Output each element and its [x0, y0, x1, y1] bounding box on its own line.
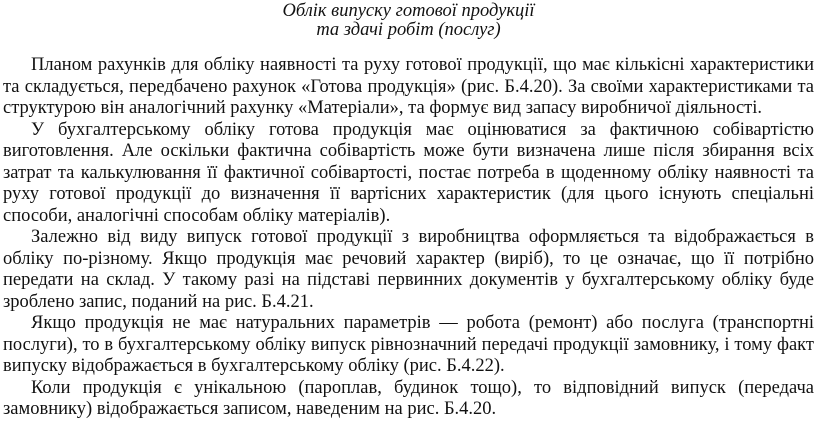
- paragraph: Планом рахунків для обліку наявності та руху готової продукції, що має кількісні характеристики та складується, передбачено рахунок «Готова продукція» (рис. Б.4.20). За своїми характеристиками та структурою він аналогічний рахунку «Матеріали», та формує вид запасу виробничої діяльності.: [3, 55, 814, 118]
- paragraph: Залежно від виду випуск готової продукції з виробництва оформляється та відображається в обліку по-різному. Якщо продукція має речовий характер (виріб), то це означає, що її потрібно передати на склад. У такому разі на підставі первинних документів у бухгалтерському обліку буде зроблено запис, поданий на рис. Б.4.21.: [3, 227, 814, 312]
- page-title-line-2: та здачі робіт (послуг): [316, 20, 501, 40]
- paragraph: У бухгалтерському обліку готова продукція має оцінюватися за фактичною собівартістю виготовлення. Але оскільки фактична собівартість може бути визначена лише після збирання всіх затрат та калькулювання її фактичної собівартості, постає потреба в щоденному обліку наявності та руху готової продукції до визначення її вартісних характеристик (для цього існують спеціальні способи, аналогічні способам обліку матеріалів).: [3, 119, 814, 226]
- page-title-line-1: Облік випуску готової продукції: [282, 1, 535, 21]
- paragraph: Якщо продукція не має натуральних параметрів — робота (ремонт) або послуга (транспортні послуги), то в бухгалтерському обліку випуск рівнозначний передачі продукції замовнику, і тому факт випуску відображається в бухгалтерському обліку (рис. Б.4.22).: [3, 313, 814, 376]
- paragraph: Коли продукція є унікальною (пароплав, будинок тощо), то відповідний випуск (передача замовнику) відображається записом, наведеним на рис. Б.4.20.: [3, 377, 814, 419]
- title-block: [3, 2, 814, 40]
